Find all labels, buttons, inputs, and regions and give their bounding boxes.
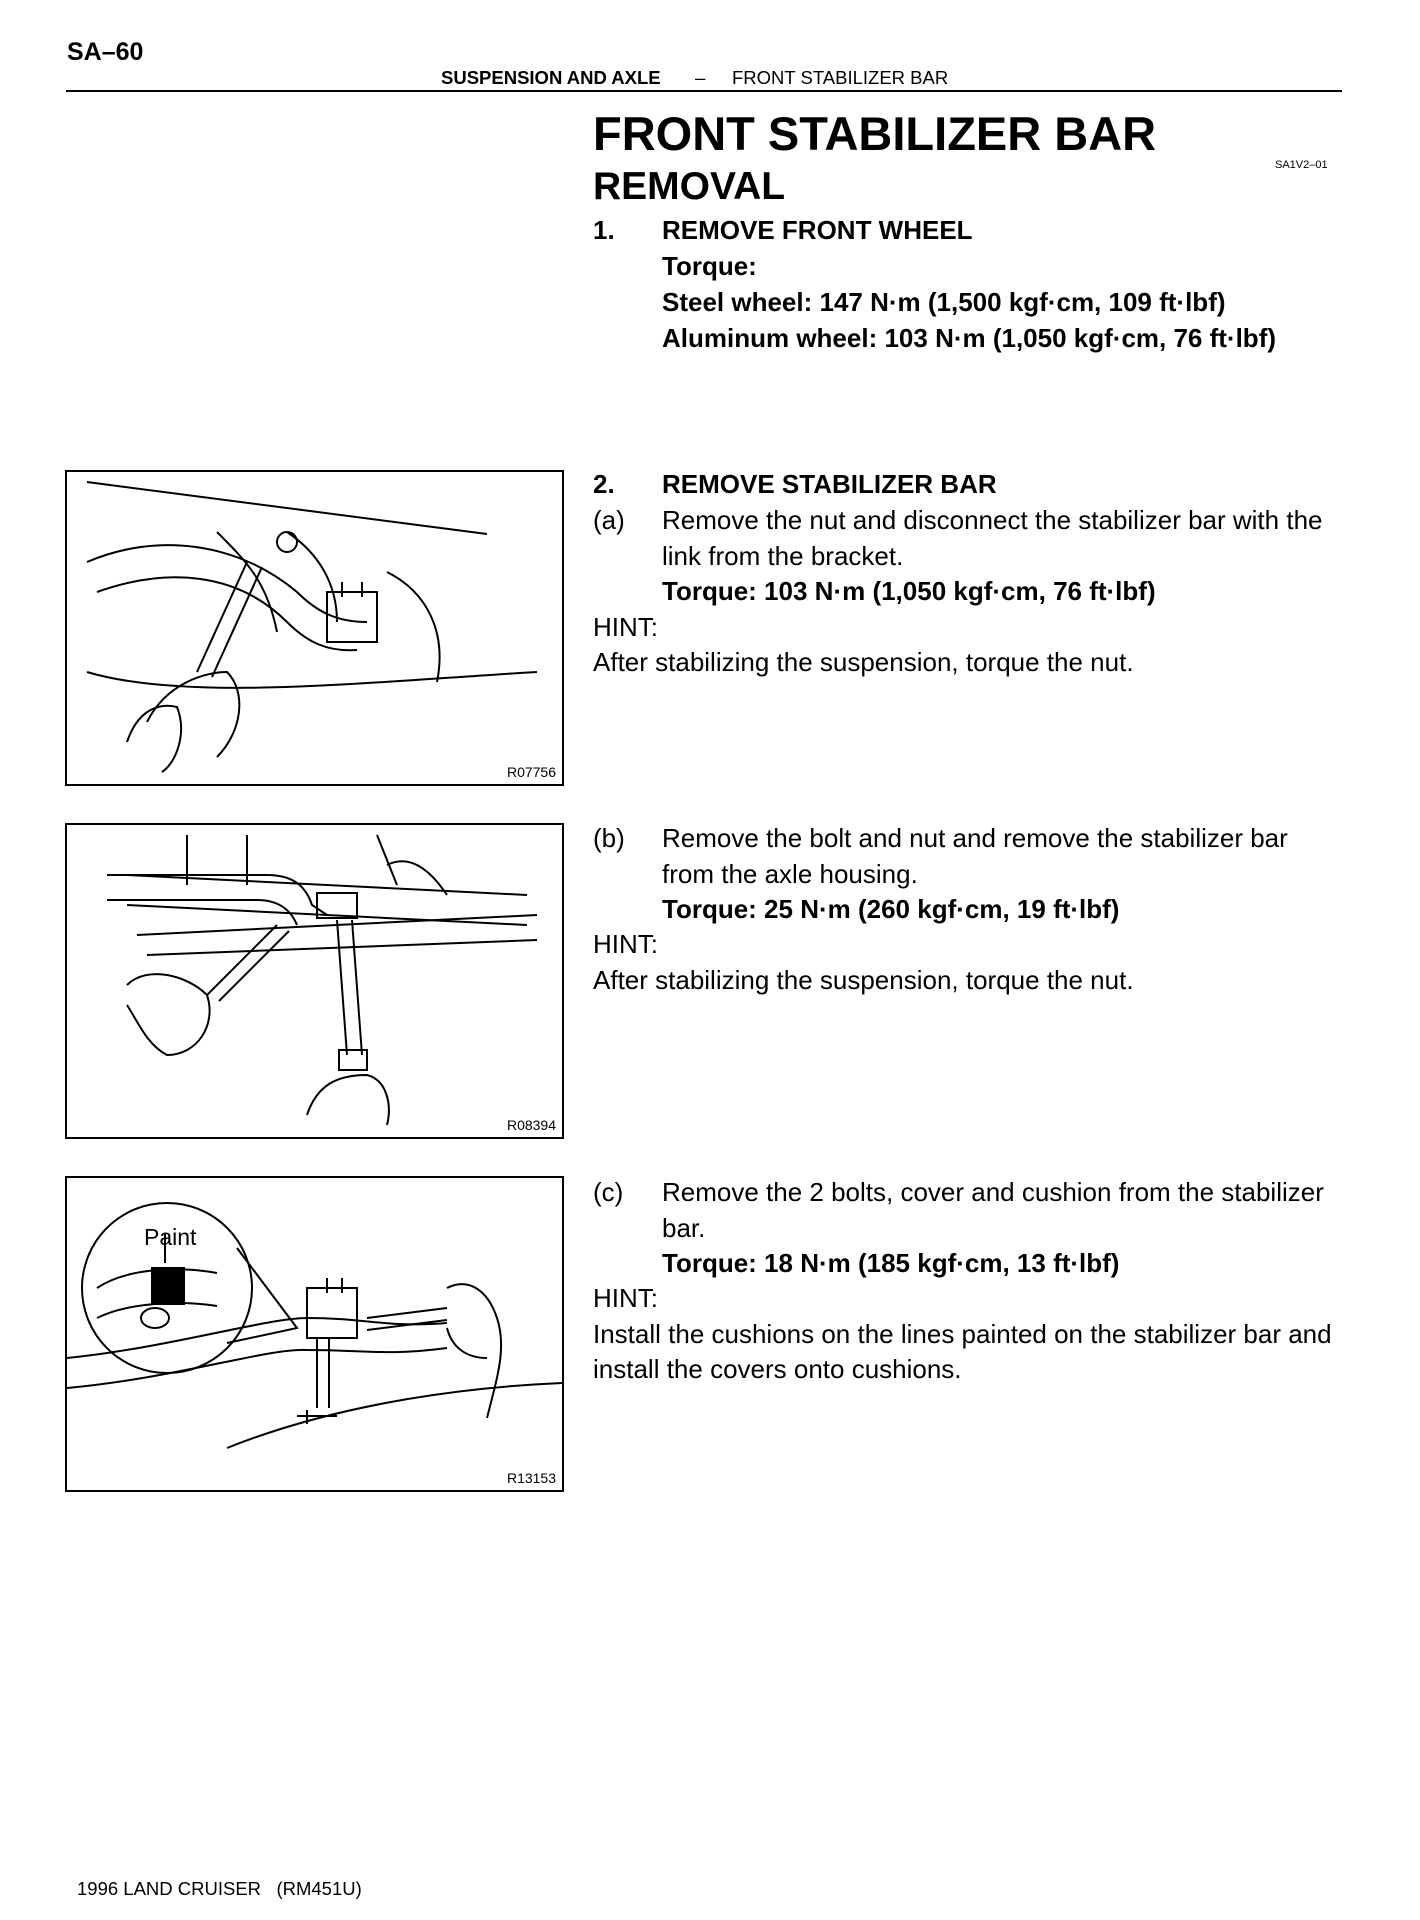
step2c-hint-line2: install the covers onto cushions. — [593, 1354, 962, 1384]
axle-housing-illustration — [67, 825, 562, 1137]
step2a-line1: Remove the nut and disconnect the stabilizer bar with the — [662, 505, 1323, 535]
step2a-line2: link from the bracket. — [662, 541, 904, 571]
header-rule — [66, 90, 1342, 92]
figure-paint-cushion — [65, 1176, 564, 1492]
page-number: SA–60 — [67, 38, 144, 66]
doc-code: SA1V2–01 — [1275, 159, 1328, 171]
step2a-torque: Torque: 103 N·m (1,050 kgf·cm, 76 ft·lbf) — [662, 576, 1156, 606]
step2b-line1: Remove the bolt and nut and remove the stabilizer bar — [662, 823, 1288, 853]
step2c-hint-line1: Install the cushions on the lines painted on the stabilizer bar and — [593, 1319, 1332, 1349]
step1-torque-label: Torque: — [662, 251, 757, 281]
step2a-label: (a) — [593, 505, 625, 535]
step2-number: 2. — [593, 469, 615, 499]
step2b-hint-label: HINT: — [593, 929, 658, 959]
step2b-label: (b) — [593, 823, 625, 853]
step2c-line1: Remove the 2 bolts, cover and cushion from the stabilizer — [662, 1177, 1324, 1207]
header-section: SUSPENSION AND AXLE — [441, 67, 661, 88]
step2a-hint-label: HINT: — [593, 612, 658, 642]
figure3-code: R13153 — [506, 1470, 556, 1486]
page-title: FRONT STABILIZER BAR — [593, 107, 1157, 160]
step2b-line2: from the axle housing. — [662, 859, 918, 889]
paint-callout: Paint — [144, 1224, 197, 1250]
step1-aluminum-torque: Aluminum wheel: 103 N·m (1,050 kgf·cm, 76 ft·lbf) — [662, 323, 1277, 353]
figure2-code: R08394 — [506, 1117, 556, 1133]
step1-heading: REMOVE FRONT WHEEL — [662, 215, 973, 245]
step2a-hint: After stabilizing the suspension, torque the nut. — [593, 647, 1134, 677]
step1-number: 1. — [593, 215, 615, 245]
paint-mark — [152, 1268, 184, 1304]
footer-model: 1996 LAND CRUISER (RM451U) — [77, 1878, 362, 1899]
stabilizer-link-illustration — [67, 472, 562, 784]
step2b-hint: After stabilizing the suspension, torque the nut. — [593, 965, 1134, 995]
header-subsection: FRONT STABILIZER BAR — [732, 67, 949, 88]
page-subtitle: REMOVAL — [593, 165, 786, 208]
step2b-torque: Torque: 25 N·m (260 kgf·cm, 19 ft·lbf) — [662, 894, 1120, 924]
step2c-label: (c) — [593, 1177, 624, 1207]
step2c-hint-label: HINT: — [593, 1283, 658, 1313]
header-dash: – — [695, 67, 706, 88]
cushion-illustration — [67, 1178, 562, 1490]
figure1-code: R07756 — [506, 764, 556, 780]
figure-axle-housing-bolt — [65, 823, 564, 1139]
figure-stabilizer-link — [65, 470, 564, 786]
step2c-torque: Torque: 18 N·m (185 kgf·cm, 13 ft·lbf) — [662, 1248, 1120, 1278]
step1-steel-torque: Steel wheel: 147 N·m (1,500 kgf·cm, 109 ft·lbf) — [662, 287, 1226, 317]
step2c-line2: bar. — [662, 1213, 706, 1243]
step2-heading: REMOVE STABILIZER BAR — [662, 469, 997, 499]
